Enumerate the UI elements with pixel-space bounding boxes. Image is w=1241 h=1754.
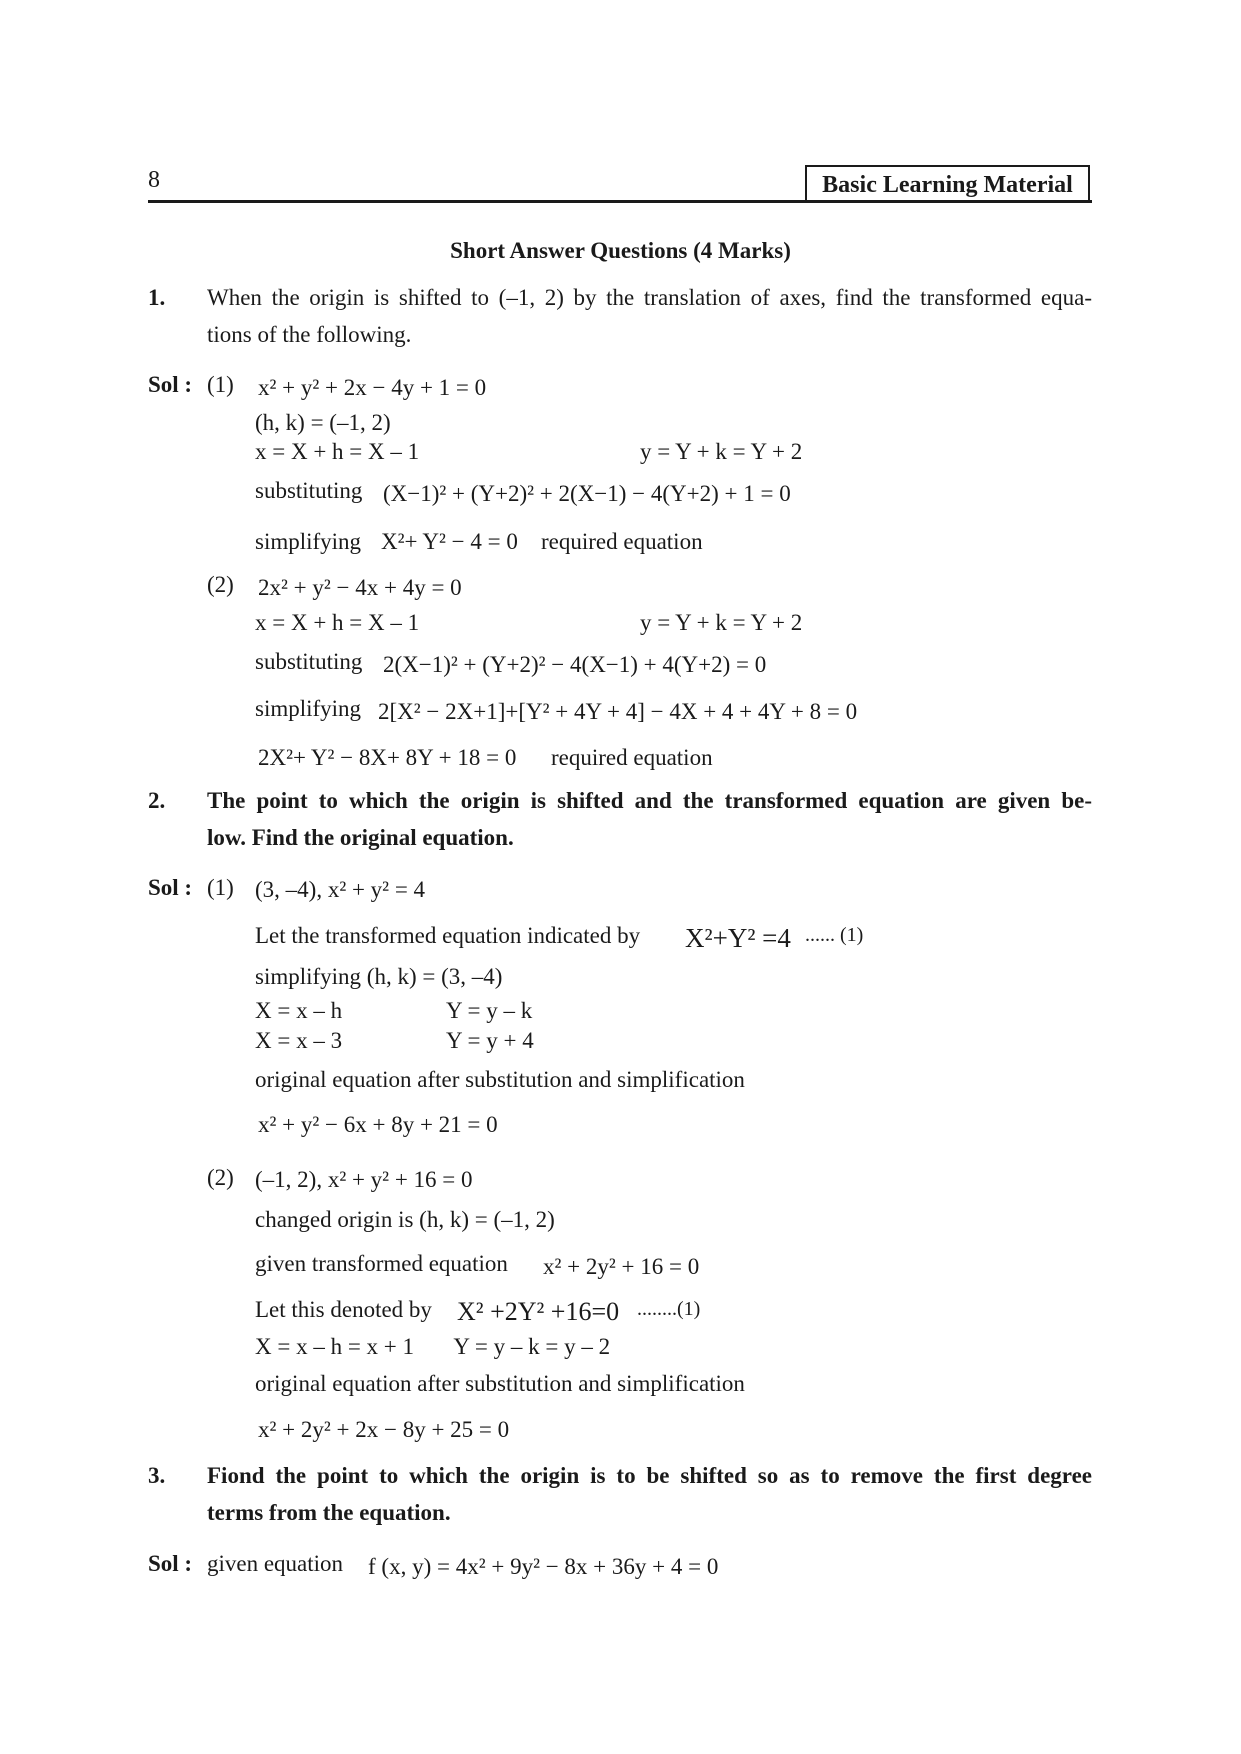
q2-part2-after: original equation after substitution and simplification xyxy=(255,1371,745,1396)
q3-sol-label: Sol : xyxy=(148,1551,193,1576)
q2-part1-Y1: Y = y – k xyxy=(446,998,533,1023)
q1-part2-equation: 2x² + y² − 4x + 4y = 0 xyxy=(258,575,462,600)
header-title: Basic Learning Material xyxy=(805,165,1090,201)
q2-part1-simplifying: simplifying (h, k) = (3, –4) xyxy=(255,964,503,989)
q1-part1-y-sub: y = Y + k = Y + 2 xyxy=(640,439,803,464)
q2-text-line1: The point to which the origin is shifted and the transformed equation are given be- xyxy=(207,788,1092,813)
q1-part2-simplifying-label: simplifying xyxy=(255,696,362,721)
q2-part1-Y2: Y = y + 4 xyxy=(446,1028,534,1053)
q2-part2-given: (–1, 2), x² + y² + 16 = 0 xyxy=(255,1167,473,1192)
q1-part1-equation: x² + y² + 2x − 4y + 1 = 0 xyxy=(258,375,487,400)
q1-sol-label: Sol : xyxy=(148,372,193,397)
q1-part2-simplifying-eq: 2[X² − 2X+1]+[Y² + 4Y + 4] − 4X + 4 + 4Y + 8 = 0 xyxy=(378,699,858,724)
q2-part1-given: (3, –4), x² + y² = 4 xyxy=(255,877,426,902)
section-title: Short Answer Questions (4 Marks) xyxy=(450,238,791,263)
header-rule xyxy=(148,200,1092,203)
q2-part2-given-transformed-label: given transformed equation xyxy=(255,1251,508,1276)
q2-part1-label: (1) xyxy=(207,875,234,900)
q2-part1-let-ref: ...... (1) xyxy=(805,924,864,946)
q2-part2-label: (2) xyxy=(207,1165,234,1190)
q2-part1-let-eq: X²+Y² =4 xyxy=(685,923,791,953)
q3-text-line2: terms from the equation. xyxy=(207,1500,451,1525)
q2-part2-let-eq: X² +2Y² +16=0 xyxy=(457,1297,620,1326)
q1-number: 1. xyxy=(148,285,166,310)
q1-part2-substituting-eq: 2(X−1)² + (Y+2)² − 4(X−1) + 4(Y+2) = 0 xyxy=(383,652,767,677)
q2-number: 2. xyxy=(148,788,166,813)
q1-part2-substituting-label: substituting xyxy=(255,649,363,674)
q2-part2-XY: X = x – h = x + 1 Y = y – k = y – 2 xyxy=(255,1334,611,1359)
q1-part1-required: required equation xyxy=(541,529,703,554)
q1-part2-final-eq: 2X²+ Y² − 8X+ 8Y + 18 = 0 xyxy=(258,745,517,770)
q2-part1-let-text: Let the transformed equation indicated by xyxy=(255,923,641,948)
q1-text-line2: tions of the following. xyxy=(207,322,412,347)
q1-part2-x-sub: x = X + h = X – 1 xyxy=(255,610,420,635)
q1-part1-simplifying-eq: X²+ Y² − 4 = 0 xyxy=(381,529,518,554)
q2-part2-result: x² + 2y² + 2x − 8y + 25 = 0 xyxy=(258,1417,510,1442)
q2-part2-changed: changed origin is (h, k) = (–1, 2) xyxy=(255,1207,555,1232)
q1-part2-y-sub: y = Y + k = Y + 2 xyxy=(640,610,803,635)
q1-part1-x-sub: x = X + h = X – 1 xyxy=(255,439,420,464)
q2-part1-result: x² + y² − 6x + 8y + 21 = 0 xyxy=(258,1112,498,1137)
q1-text-line1: When the origin is shifted to (–1, 2) by the translation of axes, find the transformed equa- xyxy=(207,285,1092,310)
q2-part1-after: original equation after substitution and simplification xyxy=(255,1067,745,1092)
q2-sol-label: Sol : xyxy=(148,875,193,900)
q1-part1-simplifying-label: simplifying xyxy=(255,529,362,554)
q1-part1-hk: (h, k) = (–1, 2) xyxy=(255,410,391,435)
q3-sol-text: given equation xyxy=(207,1551,344,1576)
q1-part1-substituting-eq: (X−1)² + (Y+2)² + 2(X−1) − 4(Y+2) + 1 = 0 xyxy=(383,481,791,506)
q1-part2-required: required equation xyxy=(551,745,713,770)
q2-part2-given-transformed-eq: x² + 2y² + 16 = 0 xyxy=(543,1254,700,1279)
q1-part1-substituting-label: substituting xyxy=(255,478,363,503)
q2-part2-let-ref: ........(1) xyxy=(637,1298,701,1320)
q2-part2-let-text: Let this denoted by xyxy=(255,1297,432,1322)
q3-sol-equation: f (x, y) = 4x² + 9y² − 8x + 36y + 4 = 0 xyxy=(368,1554,719,1579)
q1-part2-label: (2) xyxy=(207,572,234,597)
q3-number: 3. xyxy=(148,1463,166,1488)
q2-part1-X2: X = x – 3 xyxy=(255,1028,343,1053)
q2-part1-X1: X = x – h xyxy=(255,998,343,1023)
q2-text-line2: low. Find the original equation. xyxy=(207,825,514,850)
page-number: 8 xyxy=(148,167,160,193)
q1-part1-label: (1) xyxy=(207,372,234,397)
q3-text-line1: Fiond the point to which the origin is to be shifted so as to remove the first degree xyxy=(207,1463,1092,1488)
